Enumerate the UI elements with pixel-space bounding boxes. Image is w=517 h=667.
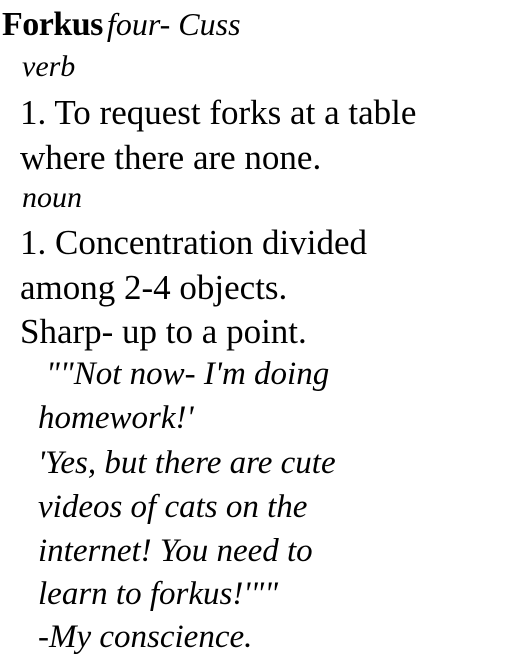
verb-definition-line: 1. To request forks at a table xyxy=(20,93,417,132)
part-of-speech-verb: verb xyxy=(22,50,76,83)
headword: Forkus xyxy=(2,6,103,43)
quote-line: internet! You need to xyxy=(38,533,313,569)
headword-line xyxy=(2,8,241,42)
pronunciation: four- Cuss xyxy=(106,6,241,42)
quote-line: learn to forkus!'"" xyxy=(38,576,279,612)
noun-definition-line: among 2-4 objects. xyxy=(20,268,288,307)
quote-line: 'Yes, but there are cute xyxy=(38,445,336,481)
quote-line: ""Not now- I'm doing xyxy=(46,356,330,392)
noun-definition-line: 1. Concentration divided xyxy=(20,223,368,262)
verb-definition-line: where there are none. xyxy=(20,138,322,177)
quote-line: homework!' xyxy=(38,400,194,436)
noun-definition-line: Sharp- up to a point. xyxy=(20,312,307,351)
quote-line: videos of cats on the xyxy=(38,489,308,525)
quote-attribution: -My conscience. xyxy=(38,619,253,655)
part-of-speech-noun: noun xyxy=(22,181,82,214)
